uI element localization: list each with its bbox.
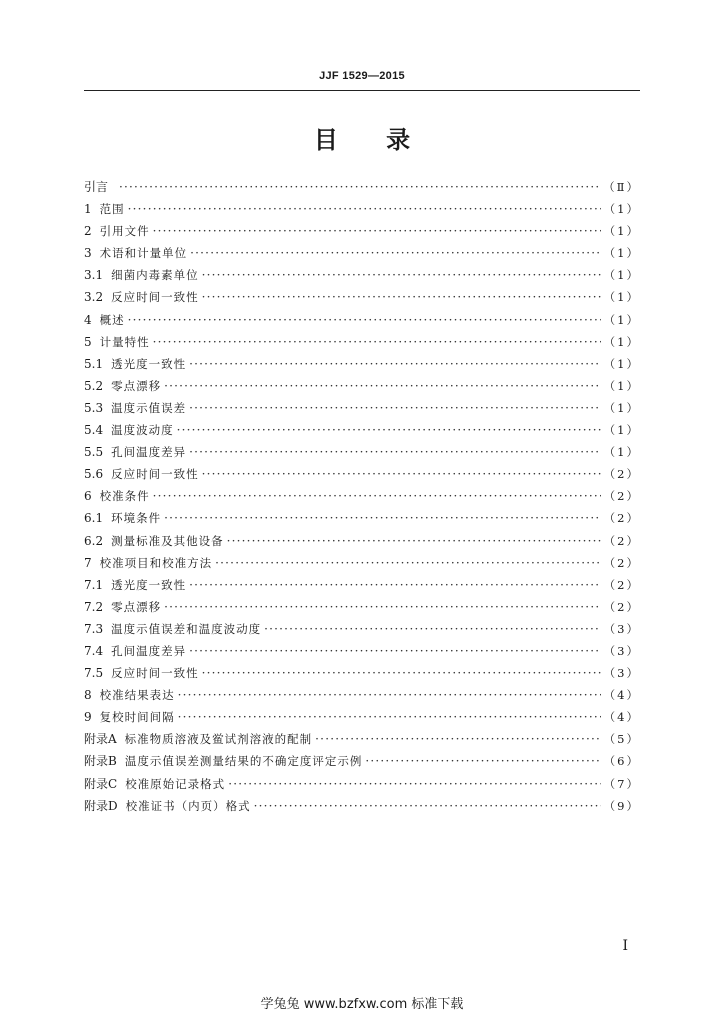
toc-entry-number: 3.1 <box>84 268 104 283</box>
toc-leader-dots <box>215 552 601 574</box>
toc-entry-page: （1） <box>603 445 640 460</box>
toc-entry-title: 细菌内毒素单位 <box>111 268 199 283</box>
toc-entry-number: 3.2 <box>84 290 104 305</box>
toc-entry-page: （2） <box>603 533 640 548</box>
toc-entry[interactable] <box>84 419 640 441</box>
toc-entry-number: 8 <box>84 688 92 703</box>
toc-leader-dots <box>153 331 601 353</box>
watermark-footer: 学兔兔 www.bzfxw.com 标准下载 <box>260 997 464 1012</box>
toc-entry-number: 7.2 <box>84 599 104 614</box>
toc-entry-number: 附录C <box>84 776 118 791</box>
title-char-2: 录 <box>386 126 411 154</box>
toc-entry[interactable] <box>84 242 640 264</box>
toc-entry[interactable] <box>84 309 640 331</box>
toc-entry-title: 孔间温度差异 <box>111 643 187 658</box>
toc-leader-dots <box>164 596 601 618</box>
toc-entry-title: 概述 <box>99 312 125 327</box>
toc-entry[interactable] <box>84 750 640 772</box>
toc-entry-title: 反应时间一致性 <box>111 666 199 681</box>
toc-entry-number: 4 <box>84 312 92 327</box>
toc-entry-page: （1） <box>603 202 640 217</box>
toc-entry-page: （1） <box>603 423 640 438</box>
toc-entry[interactable] <box>84 286 640 308</box>
toc-entry-number: 7.3 <box>84 621 104 636</box>
toc-entry[interactable] <box>84 463 640 485</box>
toc-entry[interactable] <box>84 198 640 220</box>
toc-leader-dots <box>190 242 601 264</box>
toc-entry-title: 校准项目和校准方法 <box>99 555 213 570</box>
toc-entry-page: （2） <box>603 511 640 526</box>
toc-entry-title: 环境条件 <box>111 511 162 526</box>
toc-entry-page: （6） <box>603 754 640 769</box>
table-of-contents <box>84 176 640 817</box>
toc-entry[interactable] <box>84 397 640 419</box>
toc-entry-title: 反应时间一致性 <box>111 290 199 305</box>
toc-entry-page: （3） <box>603 666 640 681</box>
toc-entry[interactable] <box>84 530 640 552</box>
toc-entry-number: 5.3 <box>84 400 104 415</box>
toc-entry-page: （3） <box>603 621 640 636</box>
toc-entry[interactable] <box>84 552 640 574</box>
toc-leader-dots <box>227 530 601 552</box>
toc-entry-number: 引言 <box>84 180 109 194</box>
toc-leader-dots <box>202 286 601 308</box>
toc-entry-page: （1） <box>603 224 640 239</box>
toc-entry-page: （4） <box>603 710 640 725</box>
toc-entry-title: 校准原始记录格式 <box>125 776 226 791</box>
toc-entry-title: 计量特性 <box>99 334 150 349</box>
toc-entry-title: 反应时间一致性 <box>111 467 199 482</box>
toc-entry[interactable] <box>84 684 640 706</box>
toc-entry-title: 零点漂移 <box>111 599 162 614</box>
toc-leader-dots <box>189 640 601 662</box>
toc-entry-page: （5） <box>603 732 640 747</box>
toc-leader-dots <box>178 684 601 706</box>
toc-entry[interactable] <box>84 662 640 684</box>
toc-entry-page: （1） <box>603 356 640 371</box>
toc-leader-dots <box>315 728 601 750</box>
toc-entry-number: 7 <box>84 555 92 570</box>
toc-entry-page: （3） <box>603 643 640 658</box>
toc-entry-title: 温度波动度 <box>111 423 174 438</box>
toc-entry[interactable] <box>84 640 640 662</box>
page-title <box>0 120 724 155</box>
toc-leader-dots <box>202 463 601 485</box>
toc-entry-title: 术语和计量单位 <box>99 246 188 261</box>
title-char-1: 目 <box>313 126 338 154</box>
toc-entry-title: 测量标准及其他设备 <box>111 533 224 548</box>
toc-leader-dots <box>119 176 600 198</box>
toc-entry-title: 孔间温度差异 <box>111 445 187 460</box>
toc-entry-number: 6.1 <box>84 511 104 526</box>
toc-leader-dots <box>264 618 601 640</box>
toc-entry-page: （1） <box>603 246 640 261</box>
toc-entry-number: 5 <box>84 334 92 349</box>
toc-leader-dots <box>153 485 601 507</box>
toc-leader-dots <box>254 795 601 817</box>
toc-entry-title: 零点漂移 <box>111 378 162 393</box>
toc-entry-page: （9） <box>603 798 640 813</box>
toc-entry-number: 5.6 <box>84 467 104 482</box>
toc-entry-title: 校准证书（内页）格式 <box>125 798 251 813</box>
toc-entry-title: 透光度一致性 <box>111 577 187 592</box>
toc-entry-page: （2） <box>603 489 640 504</box>
toc-entry-page: （2） <box>603 577 640 592</box>
header-divider <box>84 90 640 91</box>
toc-entry-page: （2） <box>603 599 640 614</box>
toc-entry[interactable] <box>84 264 640 286</box>
toc-entry-number: 6 <box>84 489 92 504</box>
toc-entry-page: （4） <box>603 688 640 703</box>
toc-entry-number: 附录D <box>84 798 118 813</box>
toc-entry-number: 5.4 <box>84 423 104 438</box>
toc-entry-page: （Ⅱ） <box>603 180 640 194</box>
toc-entry[interactable] <box>84 574 640 596</box>
toc-entry-number: 3 <box>84 246 92 261</box>
toc-entry-number: 7.5 <box>84 666 104 681</box>
toc-entry[interactable] <box>84 728 640 750</box>
toc-entry[interactable] <box>84 795 640 817</box>
toc-leader-dots <box>365 750 600 772</box>
document-code-header: JJF 1529—2015 <box>319 70 405 82</box>
toc-leader-dots <box>228 773 600 795</box>
toc-entry-number: 7.4 <box>84 643 104 658</box>
toc-entry-page: （7） <box>603 776 640 791</box>
toc-leader-dots <box>153 220 601 242</box>
toc-entry-page: （1） <box>603 290 640 305</box>
toc-entry-title: 温度示值误差 <box>111 400 187 415</box>
page-number: I <box>622 938 628 954</box>
toc-entry-title: 校准结果表达 <box>99 688 175 703</box>
toc-entry-number: 2 <box>84 224 92 239</box>
toc-entry-number: 1 <box>84 202 92 217</box>
toc-entry-number: 7.1 <box>84 577 104 592</box>
toc-entry-number: 附录B <box>84 754 117 769</box>
toc-entry[interactable] <box>84 485 640 507</box>
toc-entry-page: （1） <box>603 334 640 349</box>
toc-entry[interactable] <box>84 507 640 529</box>
toc-entry-title: 标准物质溶液及鲎试剂溶液的配制 <box>124 732 313 747</box>
toc-entry-title: 范围 <box>99 202 125 217</box>
toc-leader-dots <box>202 662 601 684</box>
toc-entry-page: （1） <box>603 268 640 283</box>
toc-leader-dots <box>128 198 601 220</box>
toc-entry[interactable] <box>84 596 640 618</box>
toc-leader-dots <box>189 574 601 596</box>
toc-leader-dots <box>128 309 601 331</box>
toc-entry-number: 5.5 <box>84 445 104 460</box>
toc-entry[interactable] <box>84 441 640 463</box>
toc-entry-page: （1） <box>603 312 640 327</box>
toc-leader-dots <box>189 441 601 463</box>
toc-entry-page: （1） <box>603 400 640 415</box>
toc-entry[interactable] <box>84 331 640 353</box>
toc-entry[interactable] <box>84 176 640 198</box>
toc-entry-page: （2） <box>603 467 640 482</box>
toc-entry-title: 温度示值误差测量结果的不确定度评定示例 <box>124 754 363 769</box>
toc-entry[interactable] <box>84 375 640 397</box>
toc-leader-dots <box>189 353 601 375</box>
toc-entry-number: 6.2 <box>84 533 104 548</box>
toc-entry-number: 5.1 <box>84 356 104 371</box>
toc-entry[interactable] <box>84 353 640 375</box>
toc-entry[interactable] <box>84 773 640 795</box>
toc-entry-title: 透光度一致性 <box>111 356 187 371</box>
toc-entry-page: （2） <box>603 555 640 570</box>
toc-leader-dots <box>202 264 601 286</box>
toc-entry-number: 附录A <box>84 732 117 747</box>
toc-entry-page: （1） <box>603 378 640 393</box>
toc-entry-number: 5.2 <box>84 378 104 393</box>
toc-entry[interactable] <box>84 618 640 640</box>
toc-entry[interactable] <box>84 220 640 242</box>
toc-entry-title: 校准条件 <box>99 489 150 504</box>
toc-leader-dots <box>177 419 601 441</box>
toc-entry[interactable] <box>84 706 640 728</box>
toc-leader-dots <box>164 375 601 397</box>
toc-entry-title: 复校时间间隔 <box>99 710 175 725</box>
toc-entry-title: 温度示值误差和温度波动度 <box>111 621 262 636</box>
toc-leader-dots <box>178 706 601 728</box>
toc-leader-dots <box>189 397 601 419</box>
toc-entry-title: 引用文件 <box>99 224 150 239</box>
toc-leader-dots <box>164 507 601 529</box>
toc-entry-number: 9 <box>84 710 92 725</box>
